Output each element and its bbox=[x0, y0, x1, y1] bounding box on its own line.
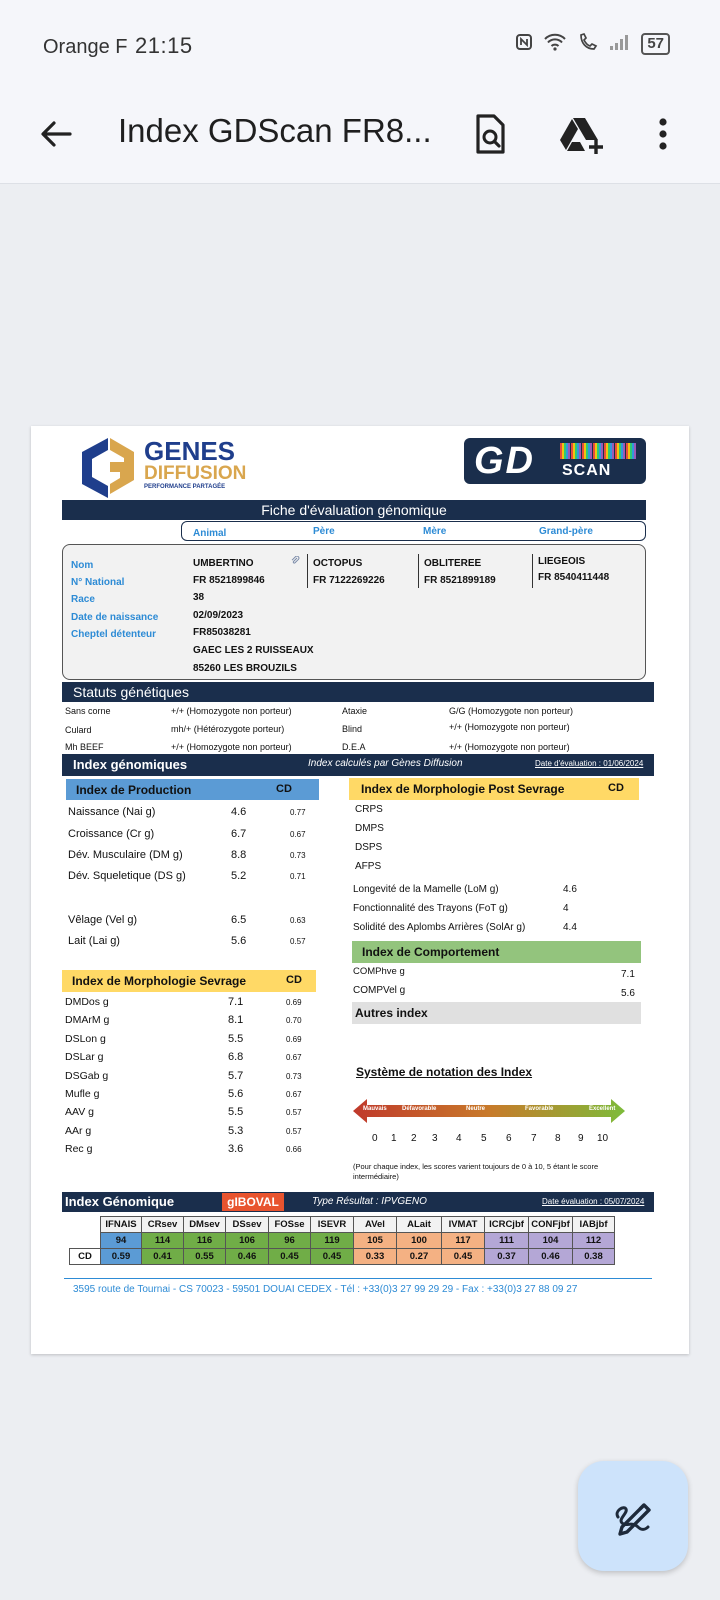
cd-row-label: CD bbox=[70, 1249, 101, 1265]
production-row-name: Dév. Squeletique (DS g) bbox=[68, 870, 186, 882]
mere-national: FR 8521899189 bbox=[424, 575, 496, 586]
status-bar bbox=[0, 0, 720, 88]
pere-nom: OCTOPUS bbox=[313, 558, 363, 569]
arrow-left-icon bbox=[36, 114, 76, 154]
comportement-title: Index de Comportement bbox=[362, 945, 500, 959]
production-row-cd: 0.63 bbox=[290, 916, 306, 925]
document-title: Index GDScan FR8... bbox=[118, 112, 432, 149]
autres-index-header bbox=[352, 1002, 641, 1024]
notation-number: 8 bbox=[555, 1133, 561, 1144]
index-genomique-bar bbox=[62, 1192, 654, 1212]
morpho-sevrage-row-cd: 0.57 bbox=[286, 1108, 302, 1118]
morpho-post-row-value: 4.6 bbox=[563, 884, 577, 895]
index-header-cell: ICRCjbf bbox=[485, 1217, 529, 1233]
morpho-sevrage-row-cd: 0.57 bbox=[286, 1126, 302, 1136]
notation-scale-arrow bbox=[353, 1096, 625, 1126]
statut-value-1: +/+ (Homozygote non porteur) bbox=[171, 706, 292, 716]
morpho-sevrage-row-value: 8.1 bbox=[228, 1014, 244, 1027]
notation-number: 7 bbox=[531, 1133, 537, 1144]
table-spacer bbox=[70, 1233, 101, 1249]
carrier-label: Orange F bbox=[43, 36, 128, 58]
mere-nom: OBLITEREE bbox=[424, 558, 482, 569]
index-genomiques-title: Index génomiques bbox=[73, 757, 188, 772]
index-value-cell: 100 bbox=[397, 1233, 442, 1249]
production-row-cd: 0.77 bbox=[290, 808, 306, 817]
notation-number: 4 bbox=[456, 1133, 462, 1144]
statut-value-2: G/G (Homozygote non porteur) bbox=[449, 706, 574, 716]
comp-name-2: COMPVel g bbox=[353, 985, 406, 996]
nfc-icon bbox=[515, 33, 533, 55]
notation-note: (Pour chaque index, les scores varient toujours de 0 à 10, 5 étant le score intermédiaire) bbox=[353, 1162, 599, 1181]
column-animal: Animal bbox=[193, 528, 227, 539]
status-left bbox=[43, 33, 193, 59]
production-row-cd: 0.71 bbox=[290, 872, 306, 881]
morpho-sevrage-row-name: DSGab g bbox=[65, 1069, 109, 1082]
animal-race: 38 bbox=[193, 592, 205, 603]
clock: 21:15 bbox=[135, 33, 193, 58]
type-resultat: Type Résultat : IPVGENO bbox=[312, 1196, 427, 1207]
level-neutre: Neutre bbox=[466, 1106, 486, 1112]
production-title: Index de Production bbox=[76, 783, 192, 797]
index-header-cell: CONFjbf bbox=[529, 1217, 573, 1233]
genomic-index-table bbox=[69, 1216, 615, 1265]
comp-name-1: COMPhve g bbox=[353, 966, 405, 977]
animal-naissance: 02/09/2023 bbox=[193, 610, 244, 621]
morpho-sevrage-row-value: 3.6 bbox=[228, 1143, 244, 1156]
pen-squiggle-icon bbox=[578, 1461, 688, 1571]
morpho-sevrage-header bbox=[62, 970, 316, 992]
animal-cheptel: FR85038281 bbox=[193, 627, 251, 638]
morpho-sevrage-row-value: 5.3 bbox=[228, 1124, 244, 1137]
notation-number: 1 bbox=[391, 1133, 397, 1144]
morpho-sevrage-row-name: DSLar g bbox=[65, 1051, 104, 1064]
comp-value-1: 7.1 bbox=[621, 969, 635, 980]
table-spacer bbox=[70, 1217, 101, 1233]
morpho-sevrage-row-cd: 0.66 bbox=[286, 1145, 302, 1155]
comportement-header bbox=[352, 941, 641, 963]
morpho-sevrage-row-value: 5.5 bbox=[228, 1106, 244, 1119]
production-row-name: Lait (Lai g) bbox=[68, 935, 120, 947]
wifi-icon bbox=[543, 32, 567, 56]
index-header-cell: IABjbf bbox=[573, 1217, 615, 1233]
column-mere: Mère bbox=[423, 526, 447, 537]
index-value-cell: 117 bbox=[442, 1233, 485, 1249]
animal-national: FR 8521899846 bbox=[193, 575, 265, 586]
production-row-value: 5.2 bbox=[231, 870, 247, 882]
morpho-post-item: AFPS bbox=[355, 861, 382, 872]
index-cd-cell: 0.33 bbox=[354, 1249, 397, 1265]
edit-fab-button[interactable] bbox=[578, 1461, 688, 1571]
label-national: N° National bbox=[71, 577, 125, 588]
index-cd-cell: 0.45 bbox=[269, 1249, 311, 1265]
level-defavorable: Défavorable bbox=[402, 1106, 437, 1112]
index-header-cell: ISEVR bbox=[311, 1217, 354, 1233]
divider bbox=[307, 554, 308, 588]
signal-icon bbox=[609, 33, 631, 55]
statut-name-6: D.E.A bbox=[342, 742, 366, 752]
statut-name-5: Mh BEEF bbox=[65, 742, 104, 752]
divider bbox=[418, 554, 419, 588]
morpho-sevrage-row-value: 5.6 bbox=[228, 1088, 244, 1100]
morpho-sevrage-cd: CD bbox=[286, 974, 302, 986]
production-row-cd: 0.57 bbox=[290, 937, 306, 946]
evaluation-date: Date d'évaluation : 01/06/2024 bbox=[535, 759, 644, 768]
index-header-cell: ALait bbox=[397, 1217, 442, 1233]
footer-address: 3595 route de Tournai - CS 70023 - 59501 DOUAI CEDEX - Tél : +33(0)3 27 99 29 29 - Fax : +33(0)3 27 88 09 27 bbox=[73, 1284, 578, 1295]
index-genomiques-bar bbox=[62, 754, 654, 776]
morpho-post-header bbox=[349, 778, 639, 800]
index-cd-cell: 0.45 bbox=[442, 1249, 485, 1265]
document-page[interactable] bbox=[31, 426, 689, 1354]
morpho-post-row-name: Longevité de la Mamelle (LoM g) bbox=[353, 884, 499, 895]
statut-name-1: Sans corne bbox=[65, 706, 111, 716]
statut-name-3: Culard bbox=[65, 725, 92, 735]
index-value-cell: 106 bbox=[226, 1233, 269, 1249]
logo-tagline: PERFORMANCE PARTAGÉE bbox=[144, 484, 226, 490]
statut-value-3: mh/+ (Hétérozygote porteur) bbox=[171, 724, 285, 734]
production-row-name: Dév. Musculaire (DM g) bbox=[68, 849, 183, 861]
notation-number: 9 bbox=[578, 1133, 584, 1144]
index-header-cell: DSsev bbox=[226, 1217, 269, 1233]
production-row-value: 6.7 bbox=[231, 828, 247, 840]
index-cd-cell: 0.45 bbox=[311, 1249, 354, 1265]
index-value-cell: 104 bbox=[529, 1233, 573, 1249]
grand-pere-national: FR 8540411448 bbox=[538, 572, 610, 583]
statut-value-4: +/+ (Homozygote non porteur) bbox=[449, 722, 570, 732]
index-header-cell: IFNAIS bbox=[101, 1217, 142, 1233]
morpho-sevrage-row-value: 6.8 bbox=[228, 1051, 244, 1064]
morpho-sevrage-row-name: DMArM g bbox=[65, 1014, 110, 1027]
notation-number: 10 bbox=[597, 1133, 609, 1144]
morpho-sevrage-row-cd: 0.67 bbox=[286, 1053, 302, 1063]
column-grand-pere: Grand-père bbox=[539, 526, 593, 537]
paperclip-icon bbox=[291, 556, 300, 565]
index-cd-cell: 0.27 bbox=[397, 1249, 442, 1265]
save-to-drive-button[interactable] bbox=[558, 112, 606, 156]
production-row-cd: 0.73 bbox=[290, 851, 306, 860]
barcode-icon bbox=[560, 443, 636, 459]
fiche-title: Fiche d'évaluation génomique bbox=[62, 500, 646, 520]
notation-number: 5 bbox=[481, 1133, 487, 1144]
morpho-sevrage-row-cd: 0.69 bbox=[286, 1034, 302, 1044]
find-in-document-button[interactable] bbox=[470, 112, 510, 156]
genes-diffusion-logo-icon bbox=[78, 436, 138, 500]
drive-add-icon bbox=[558, 112, 606, 156]
divider bbox=[532, 554, 533, 588]
label-cheptel: Cheptel détenteur bbox=[71, 629, 157, 640]
morpho-sevrage-row-value: 5.5 bbox=[228, 1032, 244, 1045]
morpho-post-row-value: 4.4 bbox=[563, 922, 577, 933]
statut-value-5: +/+ (Homozygote non porteur) bbox=[171, 742, 292, 752]
morpho-post-cd: CD bbox=[608, 782, 624, 794]
notation-number: 6 bbox=[506, 1133, 512, 1144]
morpho-post-item: DSPS bbox=[355, 842, 383, 853]
index-value-cell: 111 bbox=[485, 1233, 529, 1249]
app-bar bbox=[0, 88, 720, 184]
level-excellent: Excellent bbox=[589, 1106, 616, 1112]
morpho-sevrage-row-value: 5.7 bbox=[228, 1069, 244, 1082]
statuts-title: Statuts génétiques bbox=[62, 682, 654, 702]
production-row-name: Croissance (Cr g) bbox=[68, 828, 155, 840]
morpho-post-row-name: Solidité des Aplombs Arrières (SolAr g) bbox=[353, 922, 526, 933]
index-cd-cell: 0.41 bbox=[142, 1249, 184, 1265]
production-row-name: Vêlage (Vel g) bbox=[68, 914, 138, 926]
logo-text-diffusion: DIFFUSION bbox=[144, 463, 247, 484]
index-genomique-title: Index Génomique bbox=[65, 1194, 175, 1209]
logo-text-genes: GENES bbox=[144, 436, 236, 466]
morpho-post-title: Index de Morphologie Post Sevrage bbox=[361, 782, 565, 796]
cheptel-city: 85260 LES BROUZILS bbox=[193, 663, 297, 674]
more-options-button[interactable] bbox=[648, 112, 678, 156]
morpho-sevrage-row-name: DSLon g bbox=[65, 1032, 106, 1045]
index-cd-cell: 0.46 bbox=[529, 1249, 573, 1265]
morpho-sevrage-row-name: Rec g bbox=[65, 1143, 93, 1156]
statut-value-6: +/+ (Homozygote non porteur) bbox=[449, 742, 570, 752]
gdscan-logo-sub: SCAN bbox=[562, 462, 612, 479]
label-nom: Nom bbox=[71, 560, 94, 571]
index-cd-cell: 0.46 bbox=[226, 1249, 269, 1265]
morpho-post-item: DMPS bbox=[355, 823, 384, 834]
morpho-sevrage-row-name: Mufle g bbox=[65, 1088, 100, 1100]
morpho-post-row-name: Fonctionnalité des Trayons (FoT g) bbox=[353, 903, 508, 914]
back-button[interactable] bbox=[36, 114, 76, 154]
production-row-cd: 0.67 bbox=[290, 830, 306, 839]
morpho-post-row-value: 4 bbox=[563, 903, 569, 914]
morpho-sevrage-title: Index de Morphologie Sevrage bbox=[72, 974, 247, 988]
index-header-cell: AVel bbox=[354, 1217, 397, 1233]
production-row-value: 6.5 bbox=[231, 914, 247, 926]
index-value-cell: 94 bbox=[101, 1233, 142, 1249]
index-value-cell: 112 bbox=[573, 1233, 615, 1249]
morpho-sevrage-row-name: DMDos g bbox=[65, 996, 109, 1008]
production-row-value: 8.8 bbox=[231, 849, 247, 861]
morpho-sevrage-row-name: AAV g bbox=[65, 1106, 94, 1119]
notation-number: 3 bbox=[432, 1133, 438, 1144]
index-value-cell: 105 bbox=[354, 1233, 397, 1249]
index-header-cell: IVMAT bbox=[442, 1217, 485, 1233]
genomique-date: Date évaluation : 05/07/2024 bbox=[542, 1197, 645, 1206]
index-cd-cell: 0.37 bbox=[485, 1249, 529, 1265]
document-search-icon bbox=[470, 112, 510, 156]
pere-national: FR 7122269226 bbox=[313, 575, 385, 586]
notation-number: 2 bbox=[411, 1133, 417, 1144]
morpho-sevrage-row-value: 7.1 bbox=[228, 996, 244, 1008]
autres-index-title: Autres index bbox=[355, 1006, 428, 1020]
index-value-cell: 119 bbox=[311, 1233, 354, 1249]
index-cd-cell: 0.55 bbox=[184, 1249, 226, 1265]
giboval-badge: gIBOVAL bbox=[222, 1193, 284, 1211]
comp-value-2: 5.6 bbox=[621, 988, 635, 999]
gdscan-logo-main: GD bbox=[474, 440, 535, 482]
cheptel-name: GAEC LES 2 RUISSEAUX bbox=[193, 645, 314, 656]
morpho-sevrage-row-cd: 0.67 bbox=[286, 1090, 302, 1099]
notation-number: 0 bbox=[372, 1133, 378, 1144]
production-row-value: 4.6 bbox=[231, 806, 247, 818]
index-value-cell: 114 bbox=[142, 1233, 184, 1249]
footer-divider bbox=[64, 1278, 652, 1279]
gdscan-logo bbox=[464, 438, 646, 484]
battery-icon: 57 bbox=[641, 33, 670, 55]
label-race: Race bbox=[71, 594, 95, 605]
morpho-sevrage-row-cd: 0.73 bbox=[286, 1071, 302, 1081]
animal-nom: UMBERTINO bbox=[193, 558, 254, 569]
statut-name-2: Ataxie bbox=[342, 706, 368, 716]
index-value-cell: 96 bbox=[269, 1233, 311, 1249]
call-icon bbox=[577, 32, 599, 56]
morpho-post-item: CRPS bbox=[355, 804, 383, 815]
production-header bbox=[66, 779, 319, 800]
production-cd: CD bbox=[276, 783, 292, 795]
label-naissance: Date de naissance bbox=[71, 612, 159, 623]
notation-title: Système de notation des Index bbox=[356, 1065, 533, 1079]
grand-pere-nom: LIEGEOIS bbox=[538, 556, 586, 567]
column-pere: Père bbox=[313, 526, 335, 537]
more-vert-icon bbox=[648, 112, 678, 156]
statut-name-4: Blind bbox=[342, 724, 363, 734]
status-icons bbox=[515, 32, 670, 56]
morpho-sevrage-row-name: AAr g bbox=[65, 1124, 92, 1137]
level-favorable: Favorable bbox=[525, 1106, 554, 1112]
morpho-sevrage-row-cd: 0.69 bbox=[286, 998, 302, 1007]
level-mauvais: Mauvais bbox=[363, 1106, 387, 1112]
index-value-cell: 116 bbox=[184, 1233, 226, 1249]
index-header-cell: FOSse bbox=[269, 1217, 311, 1233]
index-cd-cell: 0.38 bbox=[573, 1249, 615, 1265]
morpho-sevrage-row-cd: 0.70 bbox=[286, 1016, 302, 1026]
index-cd-cell: 0.59 bbox=[101, 1249, 142, 1265]
production-row-value: 5.6 bbox=[231, 935, 247, 947]
index-calc-note: Index calculés par Gènes Diffusion bbox=[308, 758, 463, 769]
production-row-name: Naissance (Nai g) bbox=[68, 806, 156, 818]
index-header-cell: DMsev bbox=[184, 1217, 226, 1233]
index-header-cell: CRsev bbox=[142, 1217, 184, 1233]
